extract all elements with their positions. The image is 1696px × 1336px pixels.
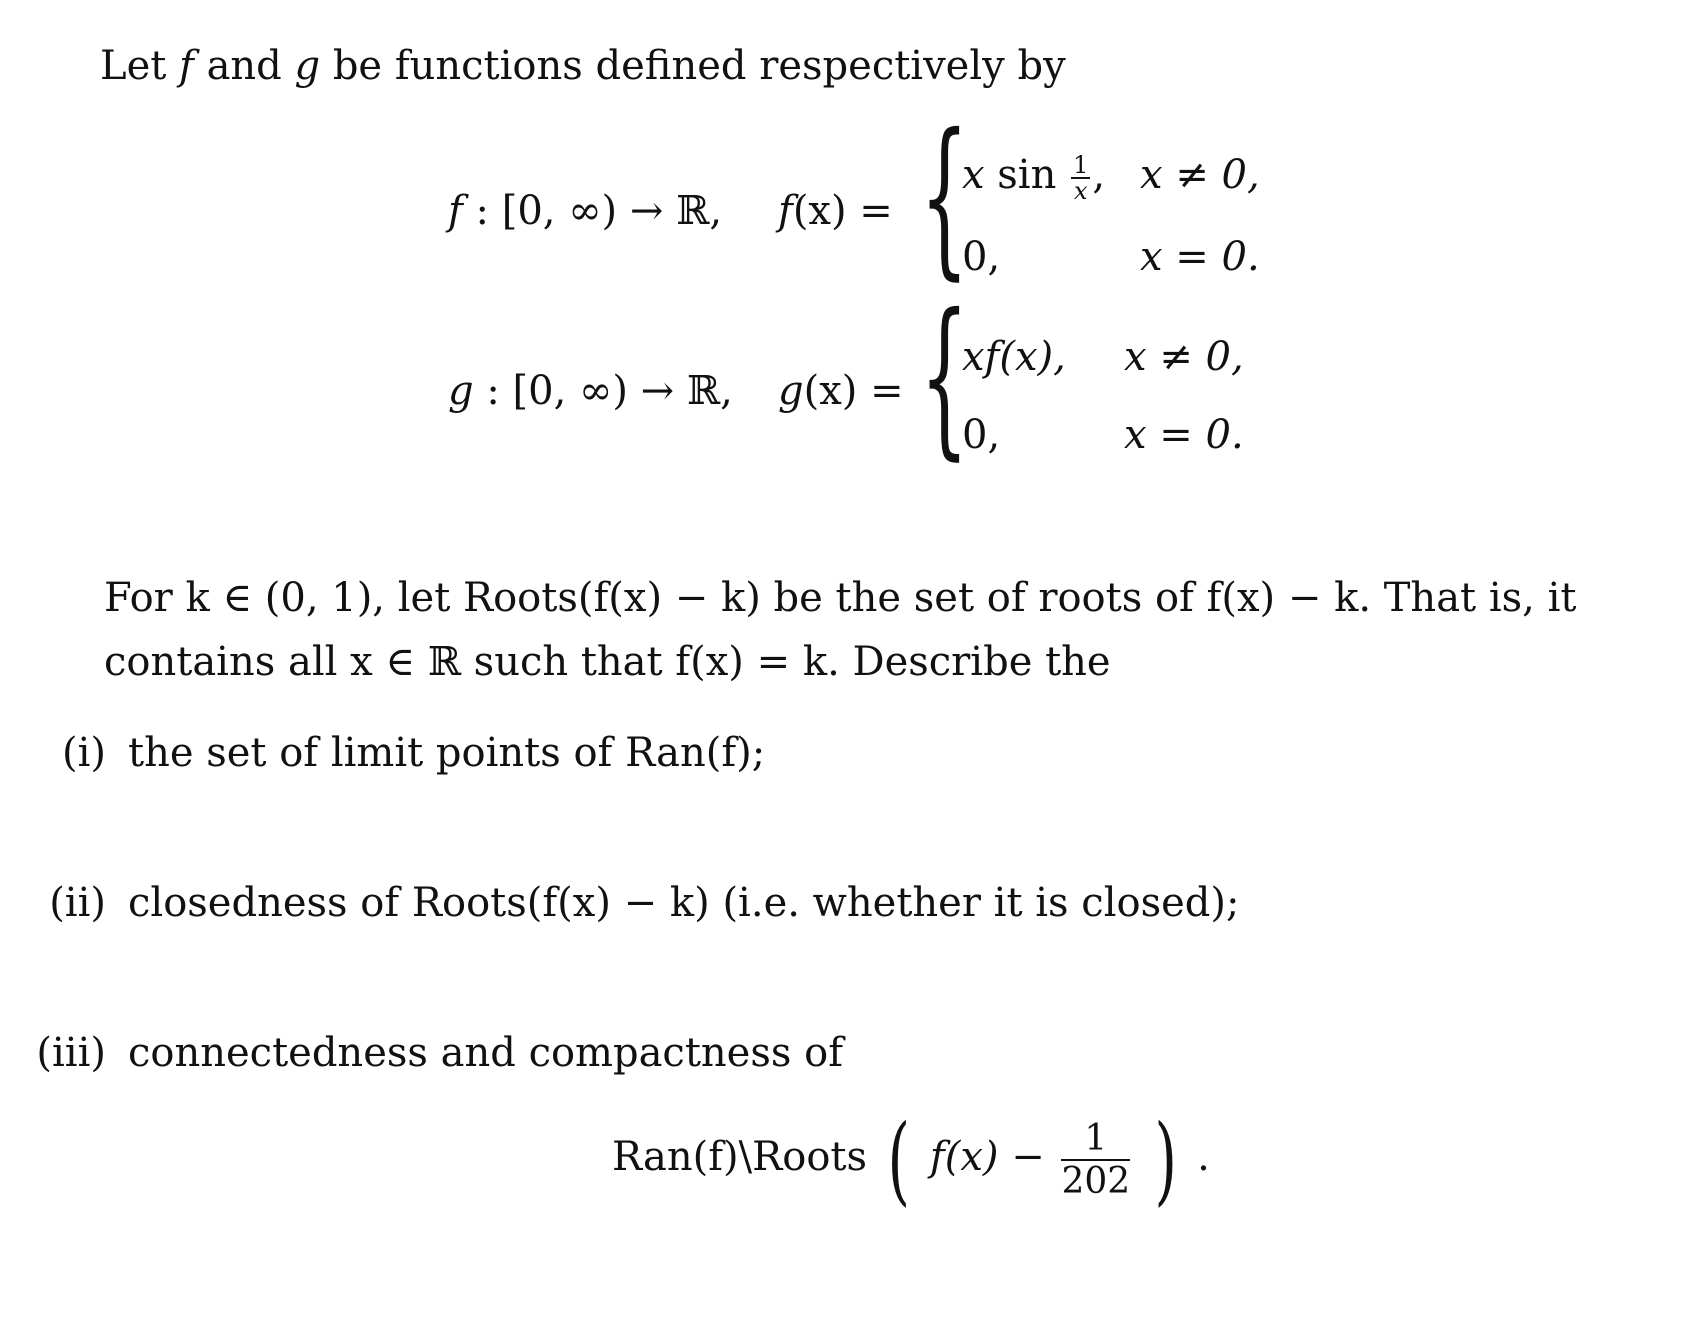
g-domain: : [0, ∞) → ℝ, — [473, 368, 733, 414]
intro-and: and — [206, 43, 282, 89]
item-text: connectedness and compactness of — [128, 1030, 843, 1076]
g-case1-expr: xf(x), — [962, 334, 1066, 380]
f-arg: (x) = — [792, 188, 893, 234]
intro-rest: be functions defined respectively by — [332, 43, 1066, 89]
f-case1-cond: x ≠ 0, — [1140, 152, 1260, 198]
display-formula — [612, 1104, 1210, 1216]
f-case1-comma: , — [1092, 152, 1106, 198]
g-arg: (x) = — [803, 368, 904, 414]
g-case1-cond: x ≠ 0, — [1124, 334, 1244, 380]
f-case1-fraction — [1071, 153, 1090, 203]
g-case2-expr: 0, — [962, 412, 1001, 458]
f-case1-x: x — [962, 152, 985, 198]
g-name: g — [778, 368, 804, 414]
question-paragraph — [104, 566, 1604, 694]
f-name: f — [778, 188, 793, 234]
item-text: the set of limit points of Ran(f); — [128, 730, 766, 776]
f-case1-expr — [962, 152, 1105, 203]
item-label: (i) — [61, 730, 106, 776]
g-case2-cond: x = 0. — [1124, 412, 1244, 458]
intro-f: f — [179, 43, 194, 89]
item-label: (ii) — [49, 880, 106, 926]
formula-end: . — [1197, 1134, 1210, 1180]
f-lhs — [778, 188, 893, 234]
formula-open-paren: ( — [887, 1104, 910, 1216]
formula-fraction — [1061, 1118, 1130, 1203]
formula-inner: f(x) − — [929, 1134, 1045, 1180]
intro-g: g — [294, 43, 321, 89]
g-signature — [448, 368, 733, 414]
formula-prefix: Ran(f)\Roots — [612, 1134, 868, 1180]
intro-line — [100, 42, 1066, 90]
list-item — [20, 1030, 843, 1076]
g-lhs — [778, 368, 904, 414]
list-item — [20, 730, 765, 776]
f-frac-den: x — [1073, 177, 1088, 205]
g-symbol: g — [448, 368, 474, 414]
f-symbol: f — [448, 188, 463, 234]
f-case1-sin: sin — [984, 152, 1070, 198]
formula-close-paren: ) — [1154, 1104, 1177, 1216]
f-signature — [448, 188, 722, 234]
paragraph-line-1: For k ∈ (0, 1), let Roots(f(x) − k) be the set of roots of f(x) − k. That is, it — [104, 575, 1577, 621]
intro-let: Let — [100, 43, 167, 89]
formula-frac-num: 1 — [1061, 1118, 1130, 1161]
f-case2-cond: x = 0. — [1140, 234, 1260, 280]
item-text: closedness of Roots(f(x) − k) (i.e. whether it is closed); — [128, 880, 1240, 926]
g-cases-brace: { — [920, 278, 969, 476]
f-frac-num: 1 — [1073, 151, 1089, 179]
item-label: (iii) — [36, 1030, 106, 1076]
f-domain: : [0, ∞) → ℝ, — [462, 188, 723, 234]
paragraph-line-2: contains all x ∈ ℝ such that f(x) = k. Describe the — [104, 639, 1111, 685]
f-case2-expr: 0, — [962, 234, 1001, 280]
list-item — [20, 880, 1239, 926]
f-cases-brace: { — [920, 98, 969, 296]
formula-frac-den: 202 — [1061, 1161, 1131, 1202]
